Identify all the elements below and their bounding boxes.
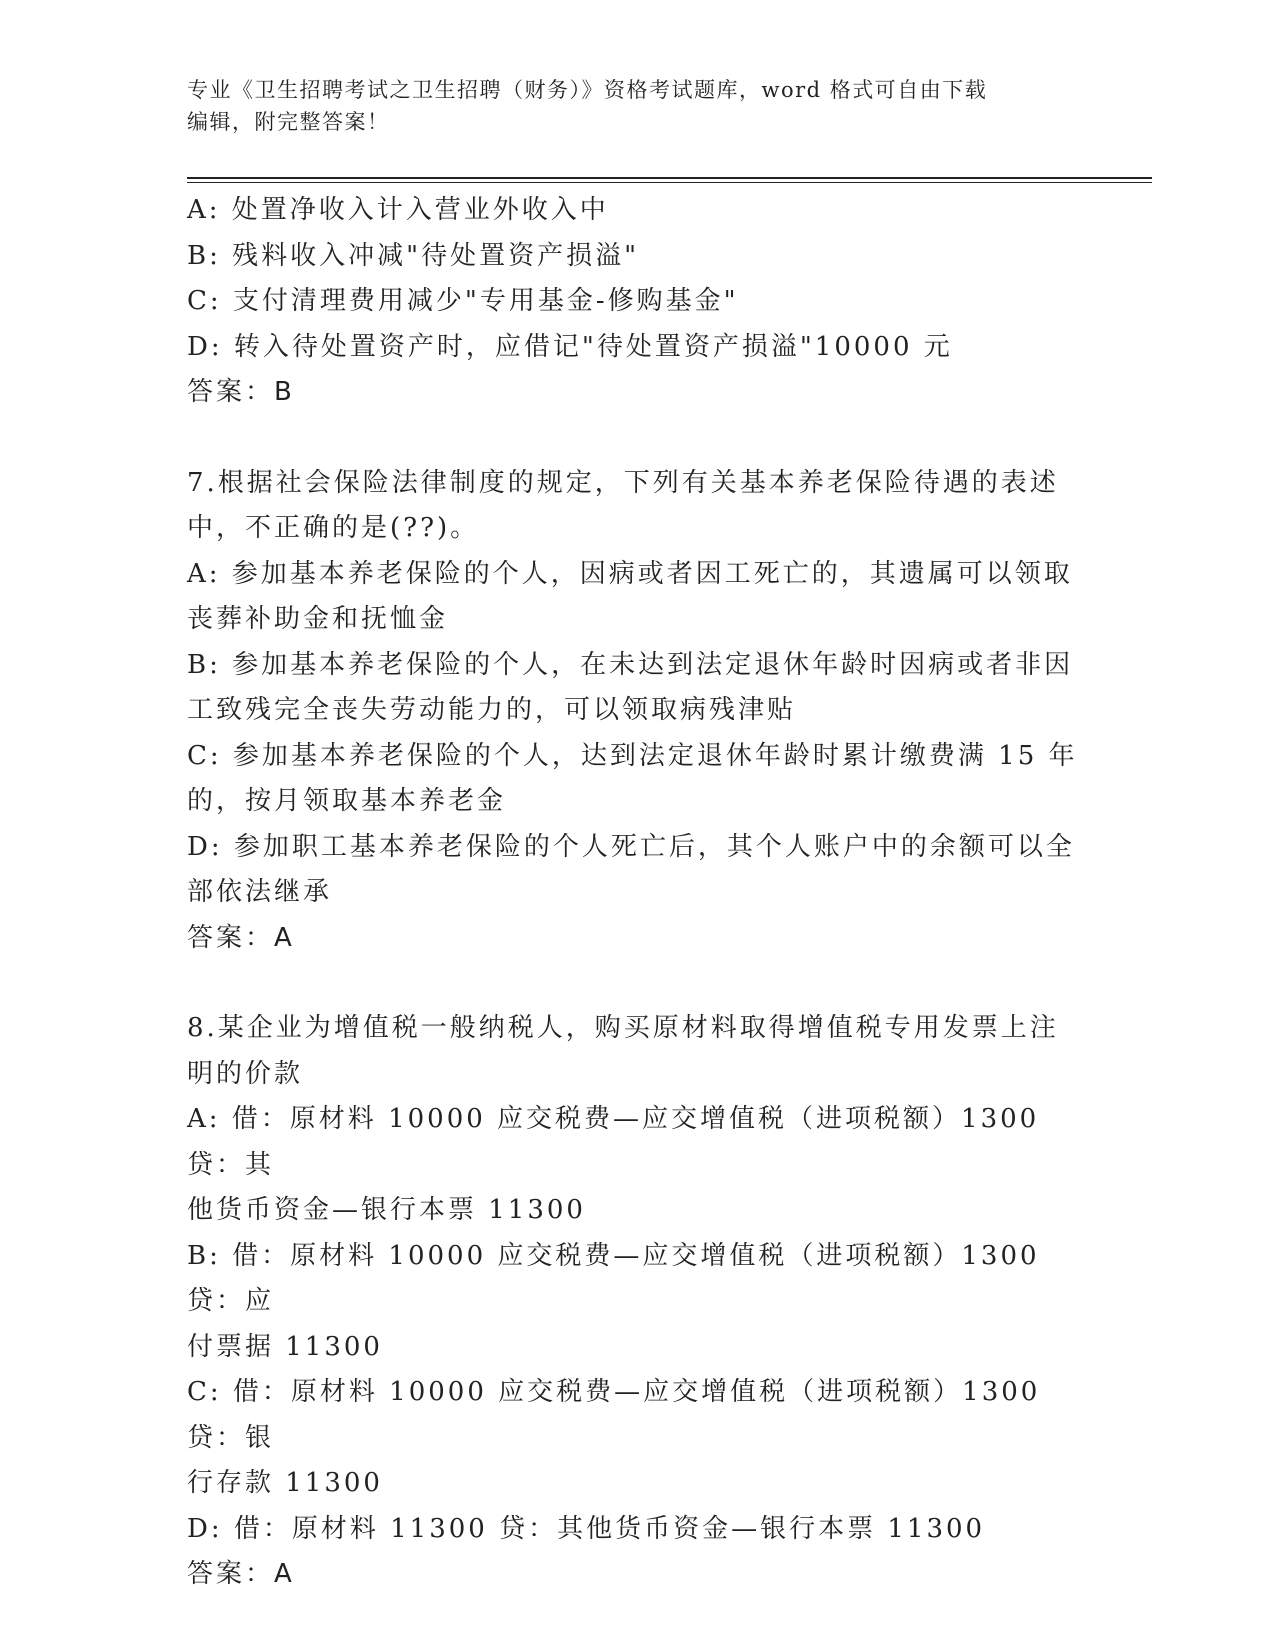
q7-option-b-line-1: B: 参加基本养老保险的个人，在未达到法定退休年龄时因病或者非因: [187, 649, 1074, 680]
spacer: [187, 961, 1087, 1006]
q7-answer: 答案：A: [187, 922, 295, 953]
q7-option-c-line-2: 的，按月领取基本养老金: [187, 786, 507, 816]
q6-answer: 答案：B: [187, 377, 295, 407]
q8-answer: 答案：A: [187, 1559, 295, 1589]
header-line-1: 专业《卫生招聘考试之卫生招聘（财务）》资格考试题库，word 格式可自由下载: [187, 78, 988, 102]
q8-stem-line-1: 8.某企业为增值税一般纳税人，购买原材料取得增值税专用发票上注: [187, 1013, 1059, 1043]
q7-option-c-line-1: C: 参加基本养老保险的个人，达到法定退休年龄时累计缴费满 15 年: [187, 740, 1078, 771]
q8-option-c-line-1: C: 借：原材料 10000 应交税费—应交增值税（进项税额）1300 贷：银: [187, 1377, 1052, 1453]
q6-option-b: B: 残料收入冲减"待处置资产损溢": [187, 240, 640, 271]
question-list: [187, 188, 1087, 1598]
document-header: [187, 74, 1087, 138]
q8-option-b-line-2: 付票据 11300: [187, 1331, 383, 1362]
q7-option-d-line-2: 部依法继承: [187, 877, 333, 907]
header-rule-thick: [187, 177, 1152, 179]
q7-stem-line-1: 7.根据社会保险法律制度的规定，下列有关基本养老保险待遇的表述: [187, 467, 1059, 498]
q7-stem-line-2: 中，不正确的是(??)。: [187, 513, 480, 543]
question-8: [187, 1006, 1087, 1598]
q7-option-b-line-2: 工致残完全丧失劳动能力的，可以领取病残津贴: [187, 695, 797, 725]
question-6: [187, 188, 1087, 416]
header-rule-thin: [187, 182, 1152, 183]
q8-option-c-line-2: 行存款 11300: [187, 1468, 383, 1498]
q6-option-d: D: 转入待处置资产时，应借记"待处置资产损溢"10000 元: [187, 331, 953, 362]
q8-option-a-line-1: A: 借：原材料 10000 应交税费—应交增值税（进项税额）1300 贷：其: [187, 1104, 1051, 1180]
q7-option-d-line-1: D: 参加职工基本养老保险的个人死亡后，其个人账户中的余额可以全: [187, 831, 1075, 862]
q8-stem-line-2: 明的价款: [187, 1058, 304, 1089]
q8-option-d-line-1: D: 借：原材料 11300 贷：其他货币资金—银行本票 11300: [187, 1513, 986, 1544]
q7-option-a-line-1: A: 参加基本养老保险的个人，因病或者因工死亡的，其遗属可以领取: [187, 558, 1073, 589]
question-7: [187, 461, 1087, 962]
q6-option-a: A: 处置净收入计入营业外收入中: [187, 195, 609, 225]
q8-option-b-line-1: B: 借：原材料 10000 应交税费—应交增值税（进项税额）1300 贷：应: [187, 1240, 1051, 1316]
spacer: [187, 416, 1087, 461]
header-line-2: 编辑，附完整答案！: [187, 110, 390, 134]
q8-option-a-line-2: 他货币资金—银行本票 11300: [187, 1195, 586, 1225]
q7-option-a-line-2: 丧葬补助金和抚恤金: [187, 604, 449, 634]
q6-option-c: C: 支付清理费用减少"专用基金-修购基金": [187, 286, 739, 316]
